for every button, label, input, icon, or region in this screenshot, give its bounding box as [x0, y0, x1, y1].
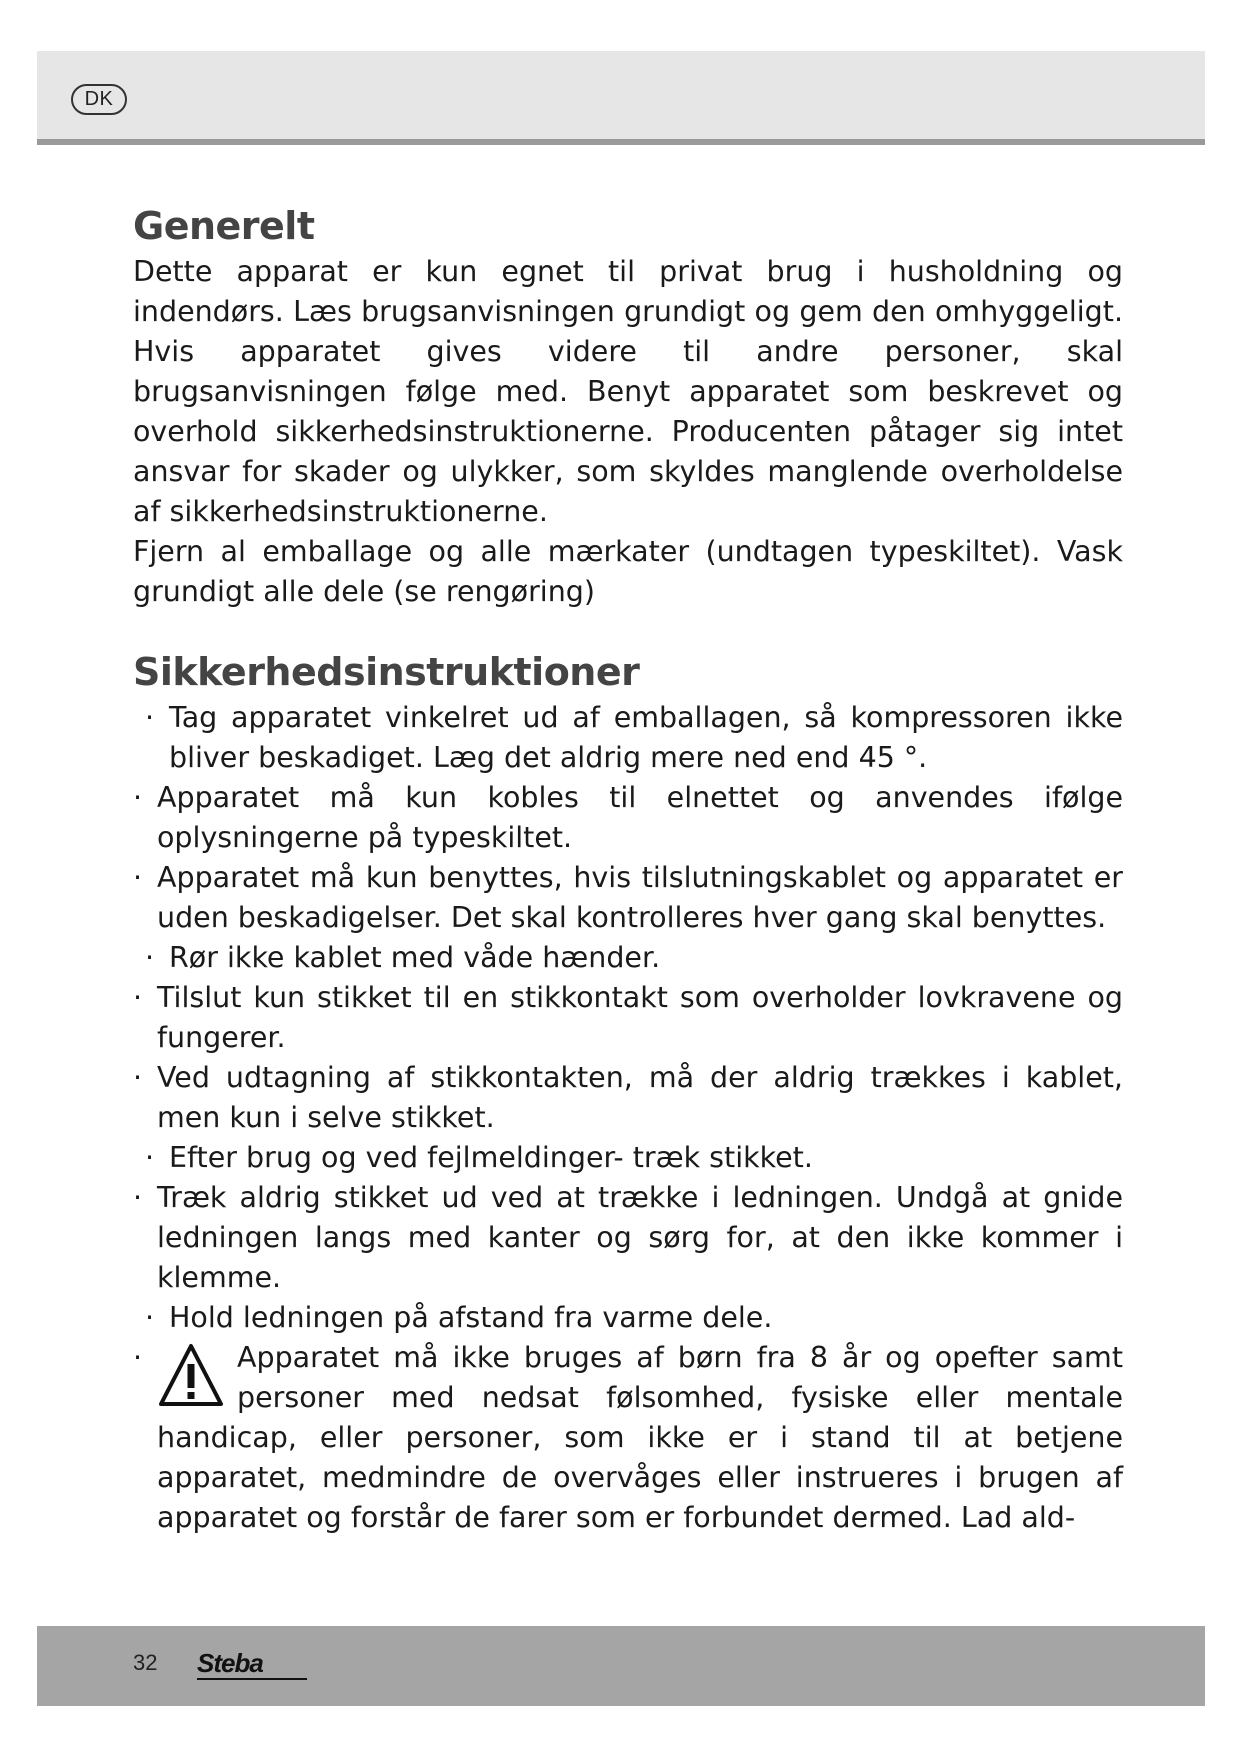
section-title-safety: Sikkerhedsinstruktioner: [133, 650, 640, 694]
safety-item: · Ved udtagning af stikkontakten, må der aldrig trækkes i kablet, men kun i selve stikket.: [133, 1058, 1123, 1138]
general-paragraph-2: Fjern al emballage og alle mærkater (undtagen typeskiltet). Vask grundigt alle dele (se rengøring): [133, 535, 1123, 608]
warning-triangle-icon: [157, 1342, 225, 1408]
safety-item: · Rør ikke kablet med våde hænder.: [133, 938, 1123, 978]
warning-text: Apparatet må ikke bruges af børn fra 8 år og opefter samt personer med nedsat følsomhed, fysiske eller mentale handicap, eller personer, som ikke er i stand til at betjene apparatet, medmindre de overvåges eller instrueres i brugen af apparatet og forstår de farer som er forbundet dermed. Lad ald-: [157, 1341, 1123, 1534]
safety-item: · Tag apparatet vinkelret ud af emballagen, så kompressoren ikke bliver beskadiget. Læg det aldrig mere ned end 45 °.: [133, 698, 1123, 778]
safety-item: · Apparatet må kun kobles til elnettet og anvendes ifølge oplysningerne på typeskiltet.: [133, 778, 1123, 858]
safety-list: [133, 698, 1123, 1538]
general-paragraph-1: Dette apparat er kun egnet til privat brug i husholdning og indendørs. Læs brugsanvisningen grundigt og gem den omhyggeligt. Hvis apparatet gives videre til andre personer, skal brugsanvisningen følge med. Benyt apparatet som beskrevet og overhold sikkerhedsinstruktionerne. Producenten påtager sig intet ansvar for skader og ulykker, som skyldes manglende overholdelse af sikkerhedsinstruktionerne.: [133, 255, 1123, 528]
page-header: [37, 51, 1205, 145]
safety-item: · Efter brug og ved fejlmeldinger- træk stikket.: [133, 1138, 1123, 1178]
brand-logo: Steba: [197, 1648, 263, 1678]
safety-item: · Apparatet må kun benyttes, hvis tilslutningskablet og apparatet er uden beskadigelser. Det skal kontrolleres hver gang skal benyttes.: [133, 858, 1123, 938]
brand-logo-underline: [197, 1678, 307, 1680]
section-title-general: Generelt: [133, 204, 315, 248]
safety-item-warning: [133, 1338, 1123, 1538]
language-badge: DK: [71, 84, 127, 115]
safety-item: · Træk aldrig stikket ud ved at trække i ledningen. Undgå at gnide ledningen langs med kanter og sørg for, at den ikke kommer i klemme.: [133, 1178, 1123, 1298]
page-footer: [37, 1626, 1205, 1706]
safety-item: · Tilslut kun stikket til en stikkontakt som overholder lovkravene og fungerer.: [133, 978, 1123, 1058]
safety-item: · Hold ledningen på afstand fra varme dele.: [133, 1298, 1123, 1338]
page-content: [133, 200, 1123, 1538]
page-number: 32: [133, 1650, 158, 1675]
